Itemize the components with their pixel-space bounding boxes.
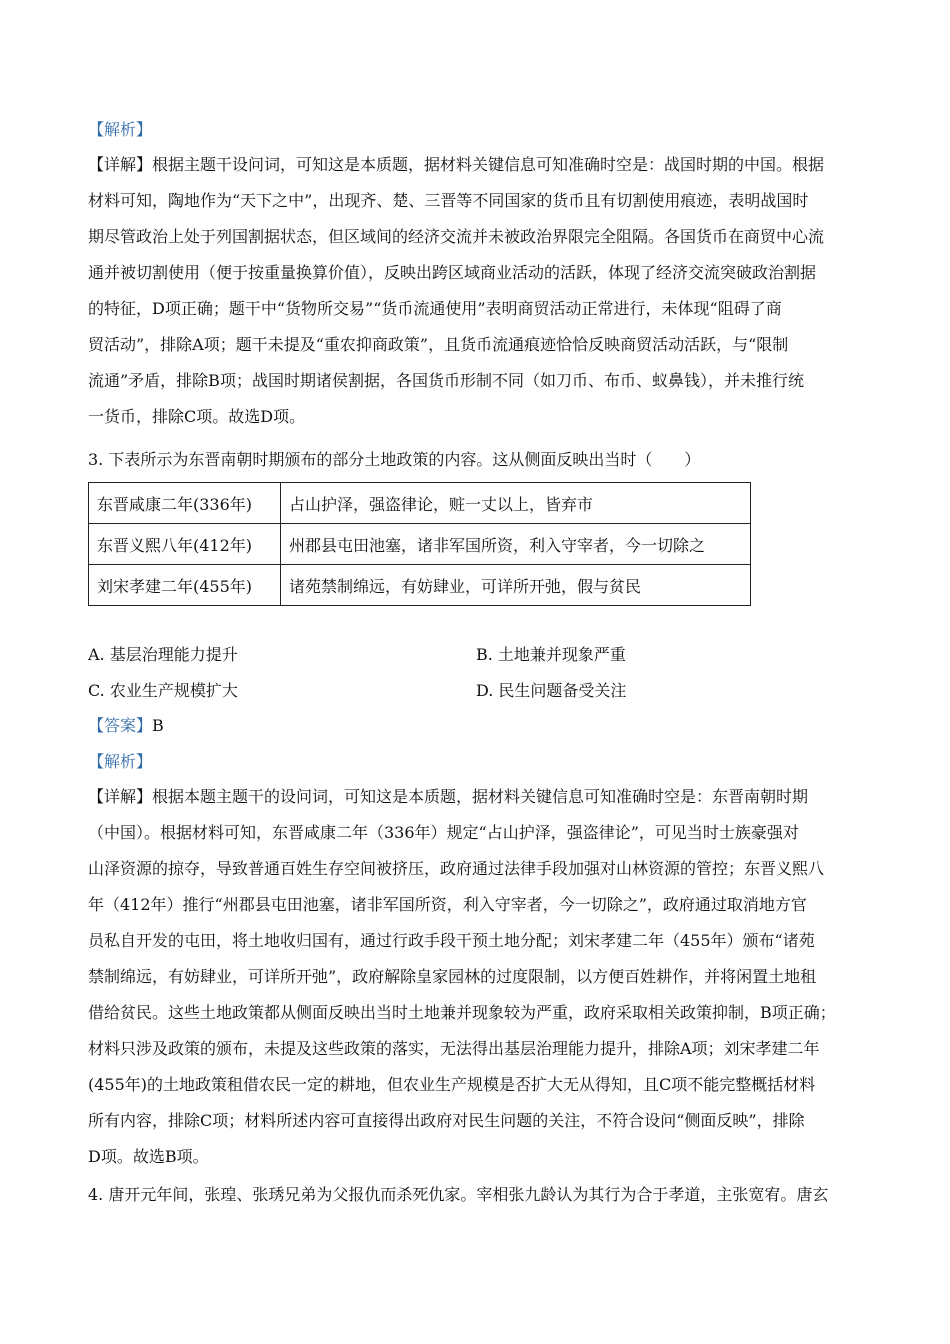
table-cell-period: 东晋咸康二年(336年) [89, 483, 281, 524]
table-cell-policy: 州郡县屯田池塞，诸非军国所资，利入守宰者，今一切除之 [281, 524, 751, 565]
question-4-stem: 4. 唐开元年间，张瑝、张琇兄弟为父报仇而杀死仇家。宰相张九龄认为其行为合于孝道，主张宽宥。唐玄 [88, 1185, 829, 1204]
analysis-text-line: 材料可知，陶地作为“天下之中”，出现齐、楚、三晋等不同国家的货币且有切割使用痕迹，表明战国时 [88, 191, 809, 210]
table-cell-period: 刘宋孝建二年(455年) [89, 565, 281, 606]
table-row [89, 565, 751, 606]
analysis-text-line: D项。故选B项。 [88, 1147, 209, 1166]
answer-label: 【答案】 [88, 716, 153, 735]
analysis-text-line: 【详解】根据本题主题干的设问词，可知这是本质题，据材料关键信息可知准确时空是：东晋南朝时期 [88, 787, 809, 806]
analysis-label-2: 【解析】 [88, 752, 153, 771]
analysis-text-line: 一货币，排除C项。故选D项。 [88, 407, 306, 426]
analysis-text-line: 通并被切割使用（便于按重量换算价值），反映出跨区域商业活动的活跃，体现了经济交流突破政治割据 [88, 263, 817, 282]
option-d: D. 民生问题备受关注 [476, 681, 627, 700]
analysis-text-line: 【详解】根据主题干设问词，可知这是本质题，据材料关键信息可知准确时空是：战国时期的中国。根据 [88, 155, 825, 174]
table-row [89, 483, 751, 524]
analysis-text-line: （中国）。根据材料可知，东晋咸康二年（336年）规定“占山护泽，强盗律论”，可见当时士族豪强对 [88, 823, 799, 842]
table-cell-period: 东晋义熙八年(412年) [89, 524, 281, 565]
land-policy-table [88, 482, 751, 606]
answer-value: B [152, 716, 164, 735]
analysis-text-line: 山泽资源的掠夺，导致普通百姓生存空间被挤压，政府通过法律手段加强对山林资源的管控；东晋义熙八 [88, 859, 825, 878]
option-a: A. 基层治理能力提升 [88, 645, 238, 664]
table-cell-policy: 占山护泽，强盗律论，赃一丈以上，皆弃市 [281, 483, 751, 524]
analysis-text-line: 禁制绵远，有妨肆业，可详所开弛”，政府解除皇家园林的过度限制，以方便百姓耕作，并将闲置土地租 [88, 967, 817, 986]
option-c: C. 农业生产规模扩大 [88, 681, 238, 700]
analysis-text-line: 所有内容，排除C项；材料所述内容可直接得出政府对民生问题的关注，不符合设问“侧面反映”，排除 [88, 1111, 805, 1130]
analysis-text-line: 流通”矛盾，排除B项；战国时期诸侯割据，各国货币形制不同（如刀币、布币、蚁鼻钱），并未推行统 [88, 371, 804, 390]
analysis-text-line: 员私自开发的屯田，将土地收归国有，通过行政手段干预土地分配；刘宋孝建二年（455年）颁布“诸苑 [88, 931, 815, 950]
analysis-text-line: 的特征，D项正确；题干中“货物所交易”“货币流通使用”表明商贸活动正常进行，未体现“阻碍了商 [88, 299, 782, 318]
analysis-text-line: 借给贫民。这些土地政策都从侧面反映出当时土地兼并现象较为严重，政府采取相关政策抑制，B项正确； [88, 1003, 836, 1022]
table-cell-policy: 诸苑禁制绵远，有妨肆业，可详所开弛，假与贫民 [281, 565, 751, 606]
question-3-stem: 3. 下表所示为东晋南朝时期颁布的部分土地政策的内容。这从侧面反映出当时（ ） [88, 450, 701, 469]
option-b: B. 土地兼并现象严重 [476, 645, 626, 664]
answer-line [88, 716, 863, 736]
analysis-text-line: (455年)的土地政策租借农民一定的耕地，但农业生产规模是否扩大无从得知，且C项不能完整概括材料 [88, 1075, 816, 1094]
analysis-text-line: 材料只涉及政策的颁布，未提及这些政策的落实，无法得出基层治理能力提升，排除A项；刘宋孝建二年 [88, 1039, 820, 1058]
table-row [89, 524, 751, 565]
analysis-text-line: 期尽管政治上处于列国割据状态，但区域间的经济交流并未被政治界限完全阻隔。各国货币在商贸中心流 [88, 227, 825, 246]
analysis-text-line: 年（412年）推行“州郡县屯田池塞，诸非军国所资，利入守宰者，今一切除之”，政府通过取消地方官 [88, 895, 807, 914]
analysis-label-1: 【解析】 [88, 120, 153, 139]
analysis-text-line: 贸活动”，排除A项；题干未提及“重农抑商政策”，且货币流通痕迹恰恰反映商贸活动活跃，与“限制 [88, 335, 789, 354]
